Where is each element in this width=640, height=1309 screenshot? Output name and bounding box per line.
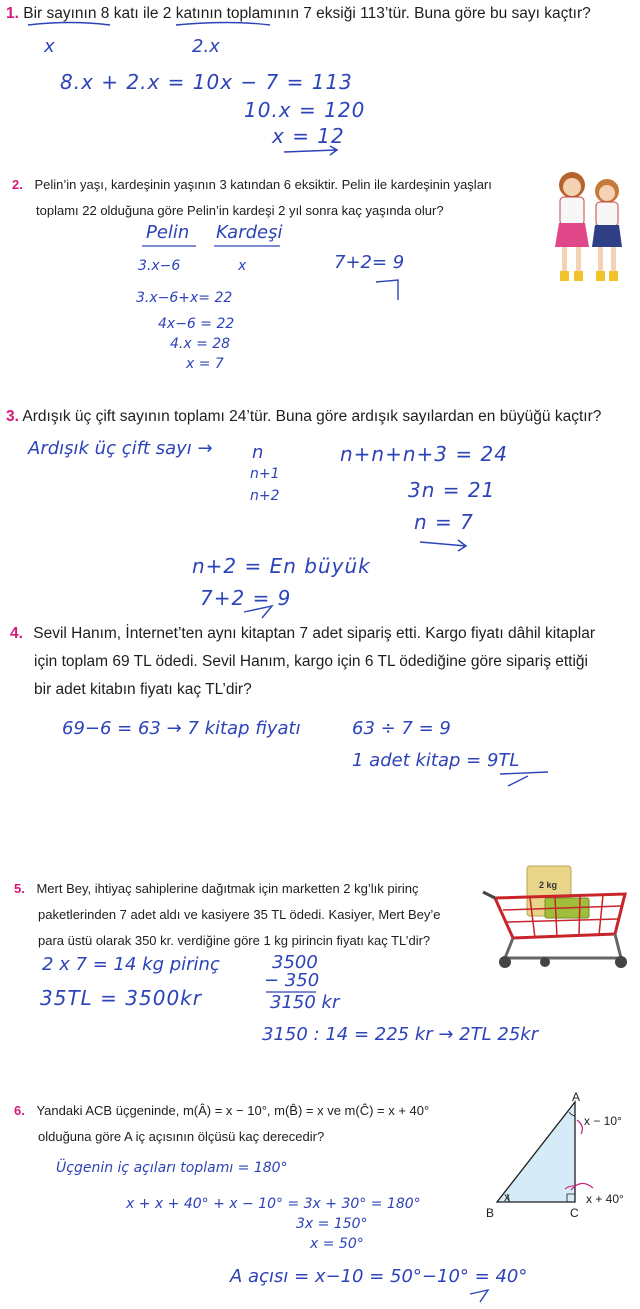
work-eq1: 3.x−6+x= 22 — [136, 290, 233, 306]
problem-text-line: toplamı 22 olduğuna göre Pelin’in kardeşi 2 yıl sonra kaç yaşında olur? — [36, 203, 444, 218]
work-eq2: 35TL = 3500kr — [40, 986, 202, 1010]
work-x: x — [44, 36, 55, 57]
problem-number: 4. — [10, 625, 23, 642]
problem-text-line: para üstü olarak 350 kr. verdiğine göre 1 kg pirincin fiyatı kaç TL’dir? — [38, 933, 431, 948]
work-n: n — [252, 442, 264, 463]
problem-number: 6. — [14, 1103, 25, 1118]
work-2x: 2.x — [192, 36, 220, 57]
work-eq1: 2 x 7 = 14 kg pirinç — [42, 954, 220, 975]
work-eq4: n+2 = En büyük — [192, 554, 371, 578]
work-eq2: 3n = 21 — [408, 478, 496, 502]
work-eq3: x = 50° — [310, 1236, 364, 1252]
work-eq3: n = 7 — [414, 510, 474, 534]
problem-text-line: Sevil Hanım, İnternet’ten aynı kitaptan 7 adet sipariş etti. Kargo fiyatı dâhil kitaplar — [33, 625, 595, 642]
work-answer: 7+2 = 9 — [200, 586, 292, 610]
work-eq1: n+n+n+3 = 24 — [340, 442, 508, 466]
vertex-b-label: B — [486, 1206, 495, 1220]
bag-label: 2 kg — [539, 880, 558, 890]
work-label: Ardışık üç çift sayı → — [28, 438, 213, 459]
work-eq2: 4x−6 = 22 — [158, 316, 235, 332]
problem-text-line: Mert Bey, ihtiyaç sahiplerine dağıtmak için marketten 2 kg’lık pirinç — [36, 881, 419, 896]
work-eq1: 69−6 = 63 → 7 kitap fiyatı — [62, 718, 301, 739]
problem-number: 2. — [12, 177, 23, 192]
work-sub-top: 3500 — [272, 952, 318, 973]
work-eq1: x + x + 40° + x − 10° = 3x + 30° = 180° — [126, 1196, 421, 1212]
work-n2: n+2 — [250, 488, 280, 504]
vertex-c-label: C — [570, 1206, 579, 1220]
angle-b-label: x — [504, 1190, 510, 1204]
vertex-a-label: A — [572, 1090, 581, 1104]
problem-text-line: paketlerinden 7 adet aldı ve kasiyere 35 TL ödedi. Kasiyer, Mert Bey’e — [38, 907, 441, 922]
work-kardesi-age: x — [238, 258, 247, 274]
work-eq3: 4.x = 28 — [170, 336, 231, 352]
problem-text-line: Pelin’in yaşı, kardeşinin yaşının 3 katından 6 eksiktir. Pelin ile kardeşinin yaşları — [34, 177, 492, 192]
work-n1: n+1 — [250, 466, 280, 482]
problem-text-line: bir adet kitabın fiyatı kaç TL’dir? — [34, 681, 252, 698]
work-answer: x = 12 — [272, 124, 345, 148]
work-kardesi: Kardeşi — [216, 222, 283, 243]
work-answer: 7+2= 9 — [334, 252, 405, 273]
problem-text: Bir sayının 8 katı ile 2 katının toplamının 7 eksiği 113’tür. Buna göre bu sayı kaçtır? — [23, 5, 591, 22]
problem-text-line: olduğuna göre A iç açısının ölçüsü kaç derecedir? — [38, 1129, 325, 1144]
work-eq2: 10.x = 120 — [244, 98, 366, 122]
work-sub-result: 3150 kr — [270, 992, 340, 1013]
work-answer: A açısı = x−10 = 50°−10° = 40° — [230, 1266, 528, 1287]
work-eq2: 63 ÷ 7 = 9 — [352, 718, 451, 739]
problem-text: Ardışık üç çift sayının toplamı 24’tür. Buna göre ardışık sayılardan en büyüğü kaçtır? — [22, 408, 602, 425]
problem-text-line: Yandaki ACB üçgeninde, m(Â) = x − 10°, m(B̂) = x ve m(Ĉ) = x + 40° — [36, 1103, 430, 1118]
work-eq4: x = 7 — [186, 356, 224, 372]
problem-number: 1. — [6, 5, 19, 22]
work-sub-mid: − 350 — [264, 970, 320, 991]
work-pelin: Pelin — [146, 222, 190, 243]
angle-a-label: x − 10° — [584, 1114, 622, 1128]
work-eq2: 3x = 150° — [296, 1216, 368, 1232]
work-eq1: 8.x + 2.x = 10x − 7 = 113 — [60, 70, 353, 94]
angle-c-label: x + 40° — [586, 1192, 624, 1206]
problem-number: 5. — [14, 881, 25, 896]
problem-number: 3. — [6, 408, 19, 425]
problem-text-line: için toplam 69 TL ödedi. Sevil Hanım, kargo için 6 TL ödediğine göre sipariş ettiği — [34, 653, 588, 670]
work-pelin-age: 3.x−6 — [138, 258, 181, 274]
work-answer: 3150 : 14 = 225 kr → 2TL 25kr — [262, 1024, 539, 1045]
work-angle-sum: Üçgenin iç açıları toplamı = 180° — [56, 1160, 288, 1176]
work-answer: 1 adet kitap = 9TL — [352, 750, 520, 771]
